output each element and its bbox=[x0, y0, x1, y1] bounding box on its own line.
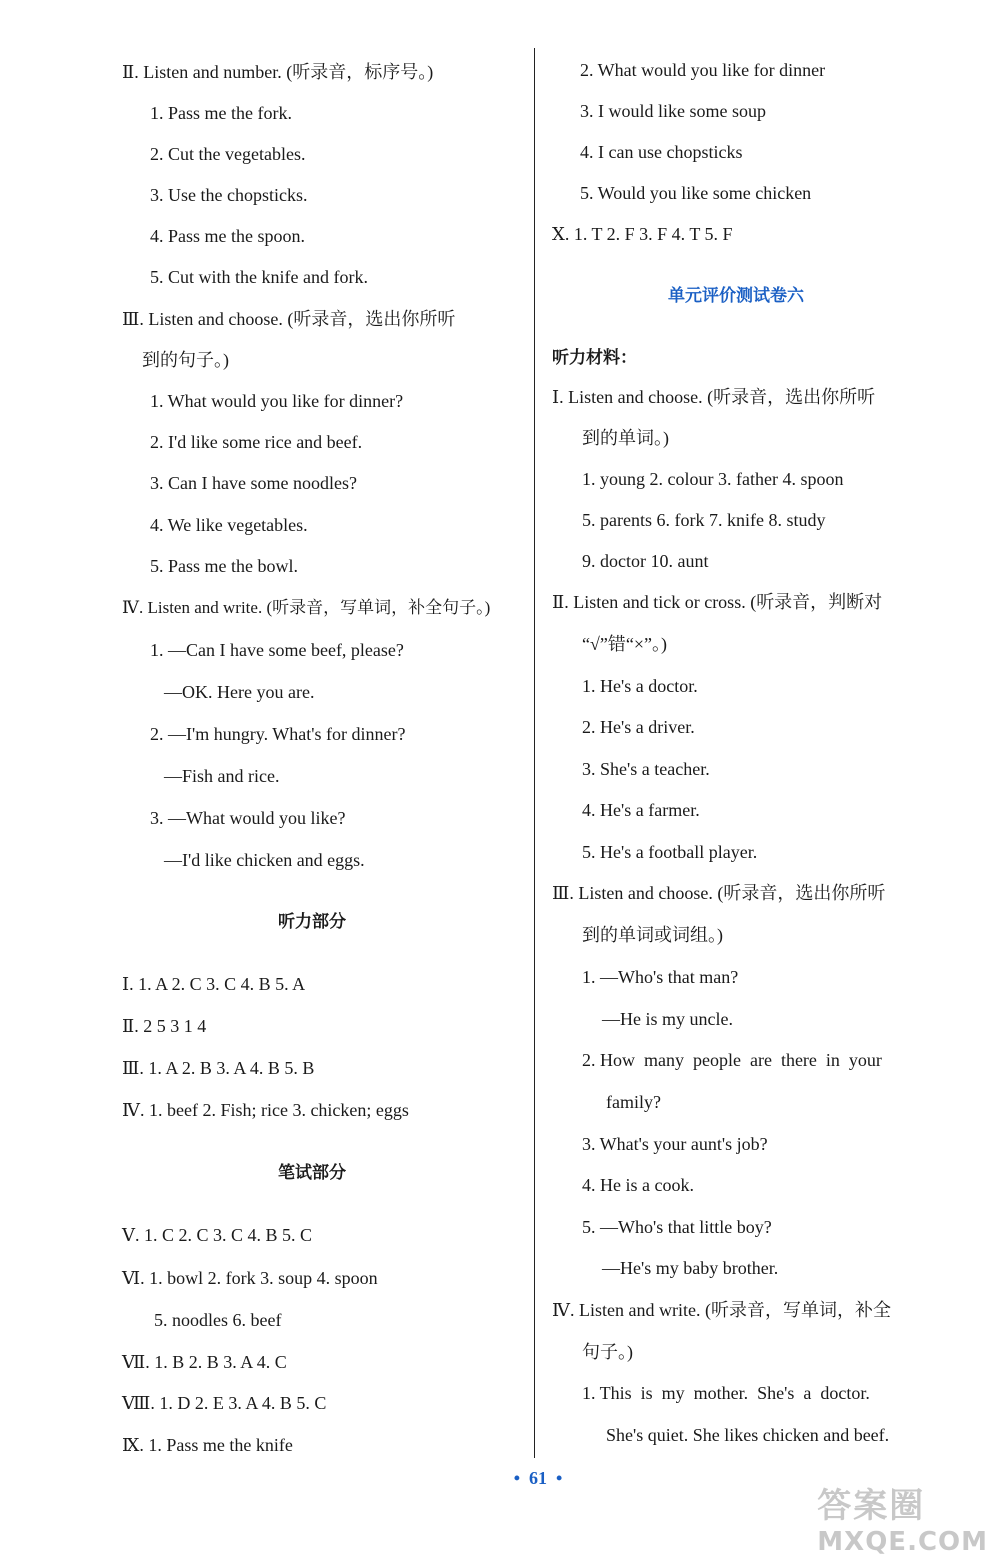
list-item: 1. Pass me the fork. bbox=[150, 103, 292, 123]
list-item: 5. Pass me the bowl. bbox=[150, 556, 298, 576]
column-divider bbox=[534, 48, 535, 1458]
dialog-line: 3. —What would you like? bbox=[150, 808, 346, 828]
page-number: • 61 • bbox=[513, 1468, 563, 1488]
answer-row: 2. What would you like for dinner bbox=[580, 60, 826, 80]
dialog-line: She's quiet. She likes chicken and beef. bbox=[606, 1425, 890, 1445]
word-row: 9. doctor 10. aunt bbox=[582, 551, 709, 571]
dialog-line: 2. How many people are there in your bbox=[582, 1050, 882, 1070]
section-3-title-cont: 到的句子。) bbox=[142, 350, 229, 370]
dialog-line: family? bbox=[606, 1092, 661, 1112]
section-3-title: Ⅲ. Listen and choose. (听录音，选出你所听 bbox=[122, 309, 456, 329]
answer-row: Ⅱ. 2 5 3 1 4 bbox=[122, 1016, 207, 1036]
dialog-line: —He's my baby brother. bbox=[602, 1258, 779, 1278]
list-item: 3. Can I have some noodles? bbox=[150, 473, 357, 493]
section-2-title: Ⅱ. Listen and number. (听录音，标序号。) bbox=[122, 62, 434, 82]
dot-icon: • bbox=[513, 1468, 529, 1488]
dialog-line: 1. This is my mother. She's a doctor. bbox=[582, 1383, 870, 1403]
dot-icon: • bbox=[547, 1468, 563, 1488]
list-item: 4. We like vegetables. bbox=[150, 515, 308, 535]
q2-title: Ⅱ. Listen and tick or cross. (听录音，判断对 bbox=[552, 592, 883, 612]
q2-title-cont: “√”错“×”。) bbox=[582, 634, 667, 654]
list-item: 2. Cut the vegetables. bbox=[150, 144, 306, 164]
answer-row: Ⅸ. 1. Pass me the knife bbox=[122, 1435, 293, 1455]
list-item: 4. Pass me the spoon. bbox=[150, 226, 305, 246]
q4-title-cont: 句子。) bbox=[582, 1342, 633, 1362]
q3-title-cont: 到的单词或词组。) bbox=[582, 925, 723, 945]
unit-test-heading: 单元评价测试卷六 bbox=[668, 286, 804, 306]
written-heading: 笔试部分 bbox=[278, 1163, 346, 1183]
list-item: 1. What would you like for dinner? bbox=[150, 391, 404, 411]
dialog-line: 5. —Who's that little boy? bbox=[582, 1217, 772, 1237]
dialog-line: —I'd like chicken and eggs. bbox=[164, 850, 365, 870]
list-item: 2. I'd like some rice and beef. bbox=[150, 432, 363, 452]
dialog-line: 1. —Who's that man? bbox=[582, 967, 739, 987]
dialog-line: —He is my uncle. bbox=[602, 1009, 733, 1029]
answer-row: 4. I can use chopsticks bbox=[580, 142, 743, 162]
list-item: 3. She's a teacher. bbox=[582, 759, 710, 779]
watermark-logo: 答案圈 bbox=[817, 1486, 926, 1526]
listening-heading: 听力部分 bbox=[278, 912, 346, 932]
list-item: 1. He's a doctor. bbox=[582, 676, 698, 696]
q1-title: Ⅰ. Listen and choose. (听录音，选出你所听 bbox=[552, 387, 876, 407]
answer-row: Ⅷ. 1. D 2. E 3. A 4. B 5. C bbox=[122, 1393, 327, 1413]
answer-row: Ⅳ. 1. beef 2. Fish; rice 3. chicken; eggs bbox=[122, 1100, 409, 1120]
q1-title-cont: 到的单词。) bbox=[582, 428, 669, 448]
answer-row: Ⅵ. 1. bowl 2. fork 3. soup 4. spoon bbox=[122, 1268, 378, 1288]
dialog-line: 4. He is a cook. bbox=[582, 1175, 694, 1195]
answer-row: Ⅴ. 1. C 2. C 3. C 4. B 5. C bbox=[122, 1225, 313, 1245]
list-item: 4. He's a farmer. bbox=[582, 800, 700, 820]
word-row: 1. young 2. colour 3. father 4. spoon bbox=[582, 469, 844, 489]
dialog-line: —OK. Here you are. bbox=[164, 682, 315, 702]
list-item: 5. He's a football player. bbox=[582, 842, 758, 862]
answer-row: Ⅹ. 1. T 2. F 3. F 4. T 5. F bbox=[552, 224, 733, 244]
watermark-url: MXQE.COM bbox=[817, 1527, 988, 1557]
list-item: 2. He's a driver. bbox=[582, 717, 695, 737]
dialog-line: 1. —Can I have some beef, please? bbox=[150, 640, 404, 660]
answer-row: 5. Would you like some chicken bbox=[580, 183, 812, 203]
word-row: 5. parents 6. fork 7. knife 8. study bbox=[582, 510, 826, 530]
list-item: 3. Use the chopsticks. bbox=[150, 185, 308, 205]
answer-row: 5. noodles 6. beef bbox=[154, 1310, 282, 1330]
answer-row: 3. I would like some soup bbox=[580, 101, 766, 121]
q3-title: Ⅲ. Listen and choose. (听录音，选出你所听 bbox=[552, 883, 886, 903]
watermark bbox=[817, 1478, 988, 1557]
dialog-line: —Fish and rice. bbox=[164, 766, 280, 786]
section-4-title: Ⅳ. Listen and write. (听录音，写单词，补全句子。) bbox=[122, 598, 491, 617]
q4-title: Ⅳ. Listen and write. (听录音，写单词，补全 bbox=[552, 1300, 891, 1320]
material-label: 听力材料： bbox=[552, 348, 637, 368]
answer-row: Ⅲ. 1. A 2. B 3. A 4. B 5. B bbox=[122, 1058, 315, 1078]
answer-row: Ⅰ. 1. A 2. C 3. C 4. B 5. A bbox=[122, 974, 306, 994]
answer-row: Ⅶ. 1. B 2. B 3. A 4. C bbox=[122, 1352, 287, 1372]
dialog-line: 3. What's your aunt's job? bbox=[582, 1134, 768, 1154]
dialog-line: 2. —I'm hungry. What's for dinner? bbox=[150, 724, 406, 744]
list-item: 5. Cut with the knife and fork. bbox=[150, 267, 368, 287]
